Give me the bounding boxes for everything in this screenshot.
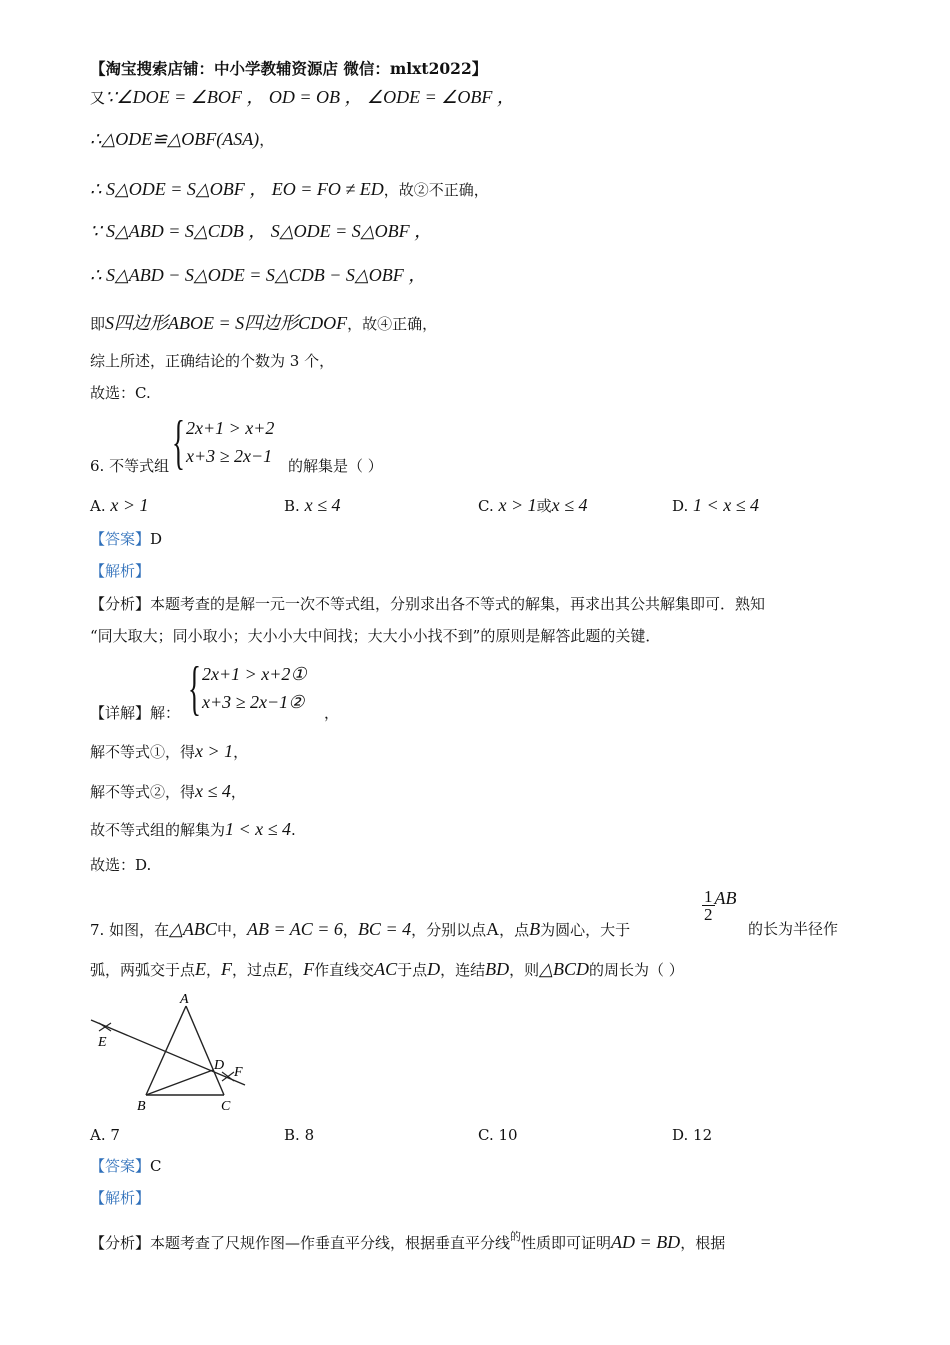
q6-analysis-label: 【解析】 [90,562,151,580]
q6-system [186,414,274,470]
option-value: 10 [498,1126,518,1144]
q6-option-c [478,494,588,517]
q6-stem-post: 的解集是（ ） [288,457,383,475]
answer-label: 【答案】 [90,1157,151,1175]
q7-text: 7. 如图，在 [90,921,170,939]
step-text: 解不等式②，得 [90,783,196,801]
q7-answer [90,1155,162,1177]
proof-line-5 [90,264,426,287]
q7-text: ， [288,961,304,979]
perpendicular-bisector [91,1020,245,1085]
q6-fenxi-line2: “同大取大；同小取小；大小小大中间找；大大小小找不到”的原则是解答此题的关键． [90,627,661,645]
q7-math: △BCD [539,959,589,979]
option-label: C. [478,1126,494,1144]
detail-pre: 解： [150,704,181,722]
q7-math: E [277,959,289,979]
proof-line-3 [90,178,489,201]
option-label: A. [90,497,106,515]
q7-text: 为圆心，大于 [540,921,631,939]
option-value: 7 [110,1126,120,1144]
q7-math: A [486,919,500,939]
step-math: 1 < x ≤ 4 [225,819,292,839]
proof-l4-math: ∵ S△ABD = S△CDB ， S△ODE = S△OBF ， [90,221,433,241]
fenxi-text: ，根据 [680,1234,726,1252]
step-math: x ≤ 4 [195,781,231,801]
point-label-a: A [180,992,189,1007]
proof-l2-math: ∴△ODE≌△OBF(ASA) [90,129,260,149]
q6-detail-sys1: 2x+1 > x+2① [202,664,307,684]
q6-option-b [284,494,340,517]
proof-line-4 [90,220,432,243]
proof-line-8: 故选：C. [90,384,151,402]
q7-math: B [529,919,541,939]
q6-step1 [90,740,248,763]
point-label-b: B [137,1099,146,1114]
proof-l1-math: ∵∠DOE = ∠BOF ， OD = OB ， ∠ODE = ∠OBF ， [105,87,515,107]
fraction-half [702,888,715,923]
q7-text: ，过点 [232,961,278,979]
q7-fraction [702,888,737,923]
q7-text: 于点 [397,961,428,979]
q7-text: 作直线交 [314,961,375,979]
point-label-c: C [221,1099,231,1114]
q7-text: ，点 [499,921,530,939]
header-banner: 【淘宝搜索店铺：中小学教辅资源店 微信：mlxt2022】 [90,59,488,78]
q7-math: F [303,959,315,979]
q6-sys-line1: 2x+1 > x+2 [186,418,275,438]
q7-option-d [672,1124,712,1146]
proof-l1-pre: 又 [90,89,106,107]
option-label: D. [672,497,689,515]
step-tail: ， [230,783,246,801]
step-text: 故不等式组的解集为 [90,821,226,839]
option-value: 8 [304,1126,315,1144]
q7-math: E [195,959,207,979]
fenxi-text: 本题考查了尺规作图—作垂直平分线，根据垂直平分线 [150,1234,511,1252]
q6-step3 [90,818,296,841]
q6-detail-brace: { [188,655,201,721]
option-math: x ≤ 4 [304,495,341,515]
answer-label: 【答案】 [90,530,151,548]
answer-value: D [150,530,163,548]
q7-text: ，连结 [440,961,486,979]
point-label-e: E [98,1035,107,1050]
fenxi-math: AD = BD [611,1232,681,1252]
option-label: D. [672,1126,689,1144]
option-math2: x ≤ 4 [551,495,588,515]
q6-stem-pre: 6. 不等式组 [90,457,170,475]
fenxi-text: 性质即可证明 [521,1234,612,1252]
detail-label: 【详解】 [90,704,151,722]
q7-text: ，分别以点 [411,921,487,939]
frac-den: 2 [704,905,713,924]
fenxi-label: 【分析】 [90,595,151,613]
q7-math: F [221,959,233,979]
option-label: B. [284,1126,300,1144]
q7-option-a [90,1124,120,1146]
q6-choice: 故选：D. [90,856,152,874]
option-math: x > 1 [498,495,537,515]
q6-detail-sys2: x+3 ≥ 2x−1② [202,692,305,712]
proof-line-2 [90,128,274,151]
q6-detail-system [202,660,307,716]
proof-l6-tail: ，故④正确， [347,315,438,333]
q7-figure [85,990,265,1115]
q7-math: D [427,959,441,979]
fenxi-text: 本题考查的是解一元一次不等式组，分别求出各不等式的解集，再求出其公共解集即可．熟知 [150,595,766,613]
q7-text: ， [342,921,358,939]
proof-line-1 [90,86,515,109]
step-text: 解不等式①，得 [90,743,196,761]
proof-line-7: 综上所述，正确结论的个数为 3 个， [90,352,335,370]
q6-option-a [90,494,149,517]
q7-text: 弧，两弧交于点 [90,961,196,979]
q7-math: △ABC [169,919,217,939]
q7-text: 中， [216,921,247,939]
q6-option-d [672,494,759,517]
q7-stem-line1-tail: 的长为半径作 [748,920,839,938]
point-label-d: D [214,1058,225,1073]
q6-brace: { [172,409,185,475]
q6-detail-label [90,702,180,724]
frac-ab: AB [714,888,737,908]
proof-l6-math: S四边形ABOE = S四边形CDOF [105,313,348,333]
option-value: 12 [693,1126,713,1144]
q7-text: ， [206,961,222,979]
proof-l5-math: ∴ S△ABD − S△ODE = S△CDB − S△OBF ， [90,265,427,285]
q6-detail-post: ， [324,704,340,722]
proof-l3-math: ∴ S△ODE = S△OBF ， EO = FO ≠ ED [90,179,384,199]
step-math: x > 1 [195,741,234,761]
option-math: 1 < x ≤ 4 [693,495,760,515]
q7-fenxi [90,1226,725,1254]
proof-l2-tail: ， [259,131,275,149]
q7-math: AC [374,959,398,979]
q7-stem-line2 [90,958,684,981]
step-tail: ， [233,743,249,761]
option-label: C. [478,497,494,515]
q7-option-c [478,1124,518,1146]
frac-num: 1 [704,887,713,906]
q7-option-b [284,1124,314,1146]
q7-text: ，则 [509,961,540,979]
fenxi-label: 【分析】 [90,1234,151,1252]
q7-math: BC = 4 [357,919,412,939]
proof-l6-pre: 即 [90,315,106,333]
option-label: A. [90,1126,106,1144]
q6-step2 [90,780,246,803]
option-mid: 或 [536,497,552,515]
segment-ac [186,1006,224,1095]
q7-stem-line1 [90,918,630,941]
option-math: x > 1 [110,495,149,515]
point-label-f: F [234,1065,243,1080]
proof-l3-tail: ，故②不正确， [383,181,489,199]
fenxi-small: 的 [510,1230,522,1243]
q6-sys-line2: x+3 ≥ 2x−1 [186,446,273,466]
q7-math: BD [485,959,510,979]
q7-analysis-label: 【解析】 [90,1189,151,1207]
q6-answer [90,528,162,550]
q6-fenxi-line1 [90,593,765,615]
step-tail: . [291,821,296,839]
option-label: B. [284,497,300,515]
q7-math: AB = AC = 6 [246,919,343,939]
proof-line-6 [90,312,437,335]
answer-value: C [150,1157,162,1175]
q7-text: 的周长为（ ） [588,961,684,979]
